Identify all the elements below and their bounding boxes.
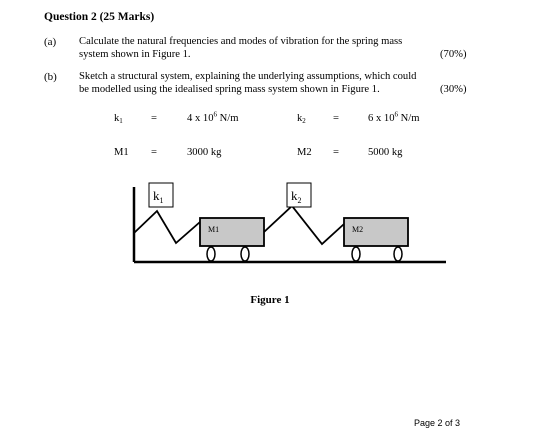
param-m2-value: 5000 kg	[368, 147, 403, 158]
mass-m1-label: M1	[208, 225, 220, 234]
figure-caption: Figure 1	[250, 294, 290, 306]
part-b-line1: Sketch a structural system, explaining the underlying assumptions, which could	[79, 71, 417, 82]
param-k1-value: 4 x $10^6$ N/m	[187, 110, 239, 124]
spring-k1-label: $k_1$	[153, 188, 164, 205]
param-k2-value: 6 x $10^6$ N/m	[368, 110, 420, 124]
page-number: Page 2 of 3	[413, 418, 460, 428]
param-k1-equals: =	[151, 113, 157, 124]
mass-m1-wheel-right	[241, 247, 249, 261]
spring-k1	[134, 211, 200, 243]
param-m2-symbol: M2	[297, 147, 312, 158]
part-b-line2: be modelled using the idealised spring mass system shown in Figure 1.	[79, 84, 380, 95]
part-a-line1: Calculate the natural frequencies and modes of vibration for the spring mass	[79, 36, 403, 47]
param-m1-value: 3000 kg	[187, 147, 222, 158]
part-a-marks: (70%)	[440, 49, 467, 60]
mass-m2-wheel-right	[394, 247, 402, 261]
part-a-label: (a)	[44, 36, 57, 48]
question-title: Question 2 (25 Marks)	[44, 11, 155, 23]
mass-m2-label: M2	[352, 225, 364, 234]
param-k1-symbol: k1	[114, 113, 123, 125]
part-b-marks: (30%)	[440, 84, 467, 95]
spring-k2	[264, 206, 344, 244]
param-k2-equals: =	[333, 113, 339, 124]
param-k2-symbol: k2	[297, 113, 306, 125]
param-m1-equals: =	[151, 147, 157, 158]
part-b-label: (b)	[44, 71, 57, 83]
param-m2-equals: =	[333, 147, 339, 158]
spring-k2-label: $k_2$	[291, 188, 302, 205]
part-a-line2: system shown in Figure 1.	[79, 49, 191, 60]
mass-m1-wheel-left	[207, 247, 215, 261]
mass-m2-wheel-left	[352, 247, 360, 261]
param-m1-symbol: M1	[114, 147, 129, 158]
